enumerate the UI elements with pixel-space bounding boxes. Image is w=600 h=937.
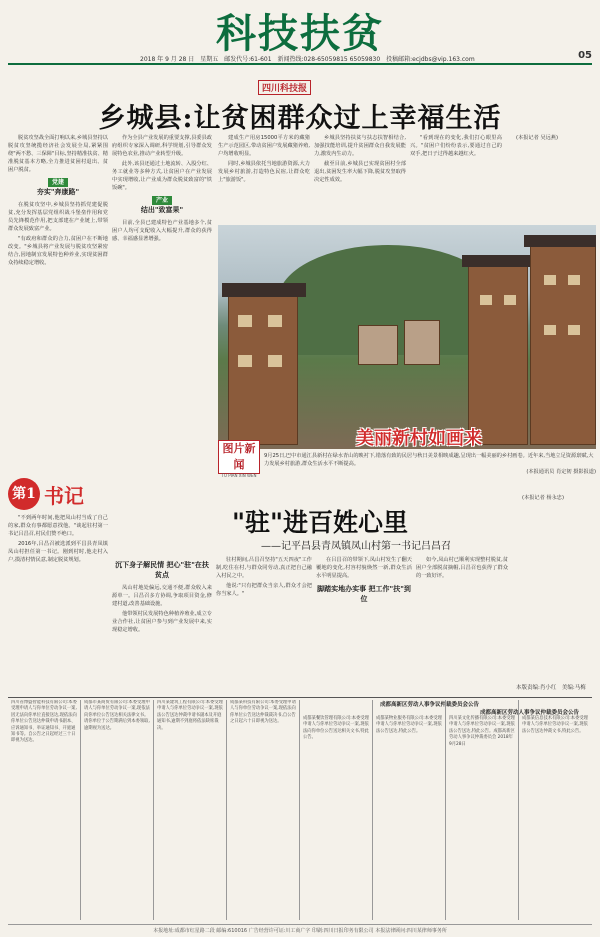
- paragraph: "看到现在的变化,我们打心眼里高兴。"贫困户们纷纷表示,要通过自己的双手,把日子过得越来越红火。: [410, 135, 502, 157]
- photo-window: [544, 275, 556, 285]
- paragraph: 2016年,吕昌召被选派到平昌县青凤镇凤山村担任第一书记。刚到村时,他走村入户,摸清村情民意,制定脱贫规划。: [8, 541, 108, 563]
- subhead-story2-2: [316, 584, 412, 604]
- paragraph: [512, 494, 594, 502]
- ads-rule: [8, 697, 592, 698]
- paragraph: 同时,乡城县依托当地旅游资源,大力发展乡村旅游,打造特色民宿,让群众吃上"旅游饭"。: [218, 161, 310, 183]
- page-number: 05: [578, 50, 592, 61]
- photo-building: [404, 320, 440, 365]
- village-photo: [218, 225, 596, 449]
- paragraph: 凤山村地处偏远,交通不便,群众收入来源单一。吕昌召多方协调,争取项目资金,修建村道,改善基础设施。: [112, 585, 212, 607]
- photo-building: [468, 265, 528, 445]
- page-footer: 本报地址:成都市红星路二段 邮编:610016 广告经营许可证:川工商广字 印刷:四川日报印务有限公司 本报法律顾问:四川某律师事务所: [8, 924, 592, 934]
- paragraph: [506, 134, 594, 142]
- badge-top: 图片: [222, 442, 245, 455]
- paragraph: 脱贫攻坚战全面打响以来,乡城县坚持以脱贫攻坚统揽经济社会发展全局,紧紧围绕"两不愁、三保障"目标,坚持精准扶贫、精准脱贫基本方略,全力推进贫困村退出、贫困户脱贫。: [8, 135, 108, 173]
- section-title: 科技扶贫: [216, 10, 384, 57]
- paragraph: 在脱贫攻坚中,乡城县坚持抓党建促脱贫,充分发挥基层党组织战斗堡垒作用和党员先锋模范作用,把支部建在产业链上,带领群众发展致富产业。: [8, 202, 108, 232]
- photo-window: [238, 355, 252, 367]
- story2-column-5: [416, 556, 508, 694]
- badge-main: [219, 441, 259, 473]
- story2-column-4: [316, 556, 412, 694]
- subhead-tag: 党建: [48, 178, 68, 187]
- paragraph: 他带领村民发展特色种植养殖业,成立专业合作社,让贫困户参与到产业发展中来,实现稳定增收。: [112, 611, 212, 633]
- story1-headline: 乡城县:让贫困群众过上幸福生活: [98, 103, 502, 134]
- story1-column-4: [314, 134, 406, 222]
- paragraph: 在吕昌召的带领下,凤山村发生了翻天覆地的变化,村容村貌焕然一新,群众生活水平明显提高。: [316, 557, 412, 579]
- subhead-text: 脚踏实地办实事 把工作"扶"到位: [317, 585, 411, 603]
- paragraph: 此外,该县还通过土地流转、入股分红、务工就业等多种方式,让贫困户在产业发展中实现增收,让产业成为群众脱贫致富的"铁饭碗"。: [112, 161, 212, 191]
- notice-column: 成都某信息技术有限公司:本委受理申请人与你单位劳动争议一案,现依法公告送达仲裁文书,特此公告。: [522, 716, 588, 734]
- notice-column: 成都市某商贸有限公司:本委受理申请人与你单位劳动争议一案,现依法向你单位公告送达相关法律文书。请你单位于公告期满后到本委领取,逾期视为送达。: [81, 700, 154, 920]
- issue-info-line: 2018 年 9 月 28 日 星期五 邮发代号:61-601 新闻热线:028-65059815 65059830 投稿邮箱:ecjdbs@vip.163.com: [140, 56, 475, 63]
- editor-line: 本版责编:肖小红 美编:马梅: [516, 685, 586, 691]
- story1-column-3: [218, 134, 310, 222]
- story1-column-1: [8, 134, 108, 474]
- byline: (本报记者 吴远燕): [516, 135, 559, 141]
- story2-column-3: [216, 556, 312, 694]
- badge-main-text: 新闻: [233, 442, 256, 471]
- photo-description: 9月25日,巴中市通江县新村在绿水青山的映衬下,错落有致的民居与秋日美景相映成趣,呈现出一幅美丽的乡村画卷。近年来,当地立足资源禀赋,大力发展乡村旅游,群众生活水平不断提高。: [264, 453, 594, 467]
- paragraph: 乡城县坚持扶贫与扶志扶智相结合,加强技能培训,提升贫困群众自我发展能力,激发内生动力。: [314, 135, 406, 157]
- photo-building: [530, 245, 596, 445]
- banner-number: 第1: [8, 478, 40, 510]
- notice-title-right: 成都高新区劳动人事争议仲裁委员会公告: [480, 710, 580, 716]
- legal-notices: [8, 700, 592, 920]
- subhead-industry: [112, 196, 212, 215]
- paragraph: 建成生产用房15000平方米的藏猪生产示范园区,带动贫困户发展藏猪养殖,户均增收明显。: [218, 135, 310, 157]
- photo-news-badge: [218, 440, 260, 478]
- photo-window: [568, 325, 580, 335]
- story2-subtitle: ——记平昌县青凤镇凤山村第一书记吕昌召: [261, 541, 451, 552]
- photo-roof: [222, 283, 306, 297]
- photo-window: [480, 295, 492, 305]
- story2-column-6: [512, 494, 594, 680]
- paragraph: 如今,凤山村已顺利实现整村脱贫,贫困户全部脱贫摘帽,吕昌召也获得了群众的一致好评。: [416, 557, 508, 579]
- photo-caption: 美丽新村如画来: [356, 428, 482, 449]
- masthead: [0, 0, 600, 68]
- photo-window: [268, 355, 282, 367]
- story1-column-5: [410, 134, 502, 222]
- notice-title-left: 成都高新区劳动人事争议仲裁委员会公告: [380, 702, 480, 708]
- notice-column: 成都某物业服务有限公司:本委受理申请人与你单位劳动争议一案,现依法公告送达,特此公告。: [373, 700, 446, 920]
- paragraph: 驻村期间,吕昌召坚持"五天四夜"工作制,吃住在村,与群众同劳动,真正把自己融入村民之中。: [216, 557, 312, 579]
- banner-word: 书记: [44, 484, 84, 508]
- paragraph: "不到两年时间,他把凤山村当成了自己的家,群众有事都愿意找他。"谈起驻村第一书记吕昌召,村民们赞不绝口。: [8, 515, 108, 537]
- photo-credit: (本报通讯员 肖定韧 摄影报道): [526, 469, 596, 475]
- paragraph: "有政府和群众的合力,贫困户在不断地改变。"乡城县将产业发展与脱贫攻坚紧密结合,因地制宜发展特色种养业,实现贫困群众持续稳定增收。: [8, 236, 108, 266]
- notice-column: 四川某文化传播有限公司:本委受理申请人与你单位劳动争议一案,现依法公告送达,特此公告。成都高新区劳动人事争议仲裁委员会 2018年9月28日: [446, 700, 519, 920]
- top-rule: [8, 63, 592, 65]
- photo-window: [238, 315, 252, 327]
- paper-logo: 四川科技报: [258, 80, 311, 95]
- paragraph: 作为全县产业发展的重要支撑,县委县政府组织专家深入调研,科学规划,引导群众发展特色农业,推动产业转型升级。: [112, 135, 212, 157]
- photo-window: [544, 325, 556, 335]
- photo-text: [264, 452, 596, 476]
- badge-sub: TU PIAN XIN WEN: [221, 473, 257, 478]
- subhead-story2-1: [112, 560, 212, 580]
- first-secretary-banner: [8, 478, 98, 508]
- story2-column-1: [8, 514, 108, 694]
- notice-column: 成都某餐饮管理有限公司:本委受理申请人与你单位劳动争议一案,现依法向你单位公告送达相关文书,特此公告。: [300, 700, 373, 920]
- notice-column: 四川某建筑工程有限公司:本委受理申请人与你单位劳动争议一案,现依法公告送达仲裁申请书副本及开庭通知书,逾期不到庭将依法缺席裁决。: [154, 700, 227, 920]
- story1-column-6: [506, 134, 594, 222]
- photo-window: [268, 315, 282, 327]
- paragraph: 他说:"只有把群众当亲人,群众才会把你当家人。": [216, 583, 312, 597]
- subhead-party: [8, 178, 108, 197]
- notice-column: 成都某科技有限公司:本委受理申请人与你单位劳动争议一案,现依法向你单位公告送达仲裁裁决书,自公告之日起六十日即视为送达。: [227, 700, 300, 920]
- story2-headline: "驻"进百姓心里: [231, 508, 409, 537]
- paragraph: 截至目前,乡城县已实现贫困村全部退出,贫困发生率大幅下降,脱贫攻坚取得决定性成效。: [314, 161, 406, 183]
- photo-window: [568, 275, 580, 285]
- notice-column: 四川省博盛智能科技有限公司:本委受理申请人与你单位劳动争议一案,因无法向你单位直接送达,现依法向你单位公告送达仲裁申请书副本、应诉通知书、举证通知书、开庭通知书等。自公告之日起经过三十日即视为送达。: [8, 700, 81, 920]
- subhead-tag: 产业: [152, 196, 172, 205]
- subhead-text: 结出"致富果": [140, 206, 184, 214]
- photo-roof: [524, 235, 596, 247]
- photo-roof: [462, 255, 534, 267]
- photo-building: [358, 325, 398, 365]
- story2-column-2: [112, 556, 212, 694]
- byline: (本报记者 杨永忠): [522, 495, 565, 501]
- paragraph: 目前,全县已建成特色产业基地多个,贫困户人均可支配收入大幅提升,群众的获得感、幸福感显著增强。: [112, 220, 212, 242]
- story1-column-2: [112, 134, 212, 474]
- photo-window: [504, 295, 516, 305]
- subhead-text: 沉下身子解民情 把心"驻"在扶贫点: [115, 561, 209, 579]
- subhead-text: 夯实"奔康路": [36, 188, 80, 196]
